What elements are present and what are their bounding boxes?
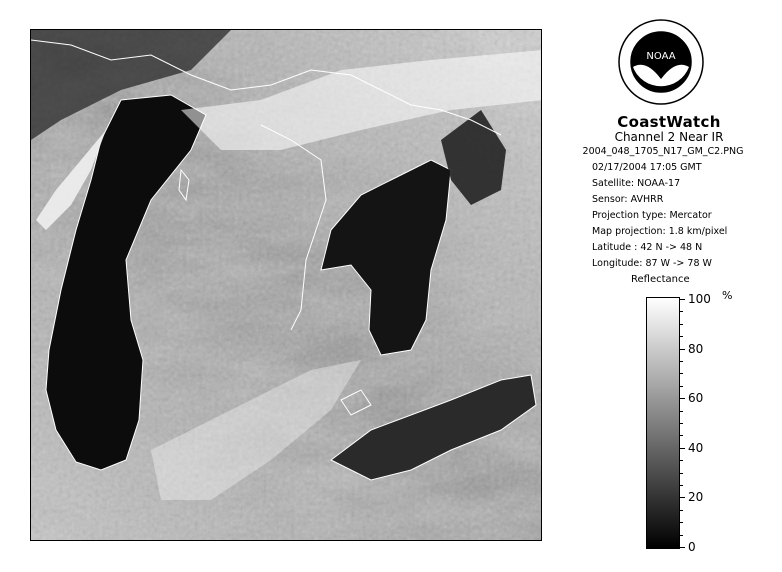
colorbar-tick bbox=[680, 448, 685, 449]
projection-type-label: Projection type: Mercator bbox=[592, 210, 712, 221]
colorbar-minor-tick bbox=[680, 460, 683, 461]
colorbar-minor-tick bbox=[680, 510, 683, 511]
app-title: CoastWatch bbox=[617, 113, 721, 131]
channel-label: Channel 2 Near IR bbox=[614, 130, 724, 144]
colorbar-minor-tick bbox=[680, 361, 683, 362]
colorbar-tick bbox=[680, 497, 685, 498]
colorbar-title: Reflectance bbox=[631, 274, 690, 285]
colorbar-minor-tick bbox=[680, 324, 683, 325]
colorbar-tick-label: 60 bbox=[688, 391, 704, 405]
colorbar-tick-label: 40 bbox=[688, 441, 704, 455]
satellite-map bbox=[30, 29, 542, 541]
satellite-image bbox=[31, 30, 542, 541]
noaa-logo-icon bbox=[618, 19, 704, 105]
colorbar-minor-tick bbox=[680, 485, 683, 486]
colorbar-minor-tick bbox=[680, 522, 683, 523]
colorbar-tick-label: 20 bbox=[688, 490, 704, 504]
colorbar-tick-label: 80 bbox=[688, 342, 704, 356]
colorbar-tick bbox=[680, 349, 685, 350]
satellite-label: Satellite: NOAA-17 bbox=[592, 178, 681, 189]
colorbar-minor-tick bbox=[680, 435, 683, 436]
colorbar-minor-tick bbox=[680, 423, 683, 424]
noaa-logo-text: NOAA bbox=[646, 51, 676, 62]
colorbar-tick-label: 100 bbox=[688, 292, 711, 306]
filename-label: 2004_048_1705_N17_GM_C2.PNG bbox=[582, 146, 744, 157]
longitude-label: Longitude: 87 W -> 78 W bbox=[592, 258, 712, 269]
latitude-label: Latitude : 42 N -> 48 N bbox=[592, 242, 703, 253]
colorbar-tick-label: 0 bbox=[688, 540, 696, 554]
sensor-label: Sensor: AVHRR bbox=[592, 194, 664, 205]
colorbar-minor-tick bbox=[680, 336, 683, 337]
colorbar-minor-tick bbox=[680, 373, 683, 374]
colorbar-minor-tick bbox=[680, 473, 683, 474]
colorbar-minor-tick bbox=[680, 411, 683, 412]
reflectance-colorbar bbox=[646, 297, 680, 549]
colorbar-minor-tick bbox=[680, 535, 683, 536]
colorbar-tick bbox=[680, 547, 685, 548]
colorbar-tick bbox=[680, 398, 685, 399]
colorbar-minor-tick bbox=[680, 386, 683, 387]
colorbar-tick bbox=[680, 299, 685, 300]
colorbar-minor-tick bbox=[680, 311, 683, 312]
map-projection-label: Map projection: 1.8 km/pixel bbox=[592, 226, 728, 237]
colorbar-unit: % bbox=[722, 289, 733, 302]
date-time: 02/17/2004 17:05 GMT bbox=[592, 162, 702, 173]
